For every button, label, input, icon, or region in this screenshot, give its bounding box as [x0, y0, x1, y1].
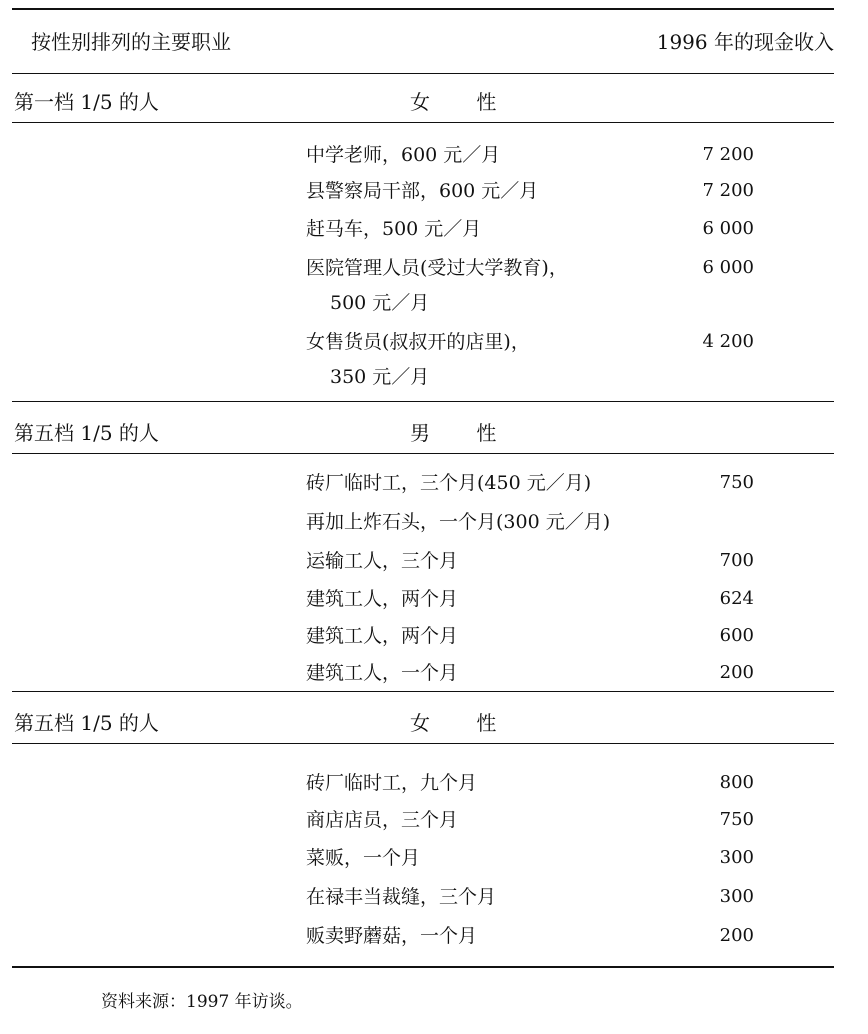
occupation-cell: 砖厂临时工，九个月	[306, 772, 478, 794]
bottom-rule	[12, 966, 834, 968]
occupation-continuation: 500 元／月	[330, 292, 430, 314]
occupation-cell: 菜贩，一个月	[306, 847, 421, 869]
income-cell: 200	[719, 925, 754, 946]
section-divider	[12, 122, 834, 123]
income-cell: 750	[719, 809, 754, 830]
section-divider	[12, 453, 834, 454]
income-cell: 200	[719, 662, 754, 683]
section-gender: 男 性	[410, 421, 517, 445]
occupation-cell: 建筑工人，两个月	[306, 625, 459, 647]
occupation-cell: 贩卖野蘑菇，一个月	[306, 925, 478, 947]
section-divider	[12, 743, 834, 744]
income-cell: 4 200	[702, 331, 754, 352]
income-cell: 700	[719, 550, 754, 571]
section-divider	[12, 691, 834, 692]
section-label: 第五档 1/5 的人	[14, 421, 159, 445]
occupation-continuation: 350 元／月	[330, 366, 430, 388]
income-cell: 7 200	[702, 180, 754, 201]
source-note: 资料来源：1997 年访谈。	[101, 992, 303, 1012]
occupation-cell: 医院管理人员(受过大学教育)，	[306, 257, 568, 279]
income-cell: 300	[719, 847, 754, 868]
income-cell: 6 000	[702, 218, 754, 239]
occupation-cell: 建筑工人，一个月	[306, 662, 459, 684]
header-divider	[12, 73, 834, 74]
occupation-cell: 运输工人，三个月	[306, 550, 459, 572]
income-cell: 7 200	[702, 144, 754, 165]
income-cell: 624	[719, 588, 754, 609]
occupation-cell: 赶马车，500 元／月	[306, 218, 482, 240]
income-cell: 750	[719, 472, 754, 493]
income-cell: 600	[719, 625, 754, 646]
occupation-cell: 商店店员，三个月	[306, 809, 459, 831]
occupation-cell: 建筑工人，两个月	[306, 588, 459, 610]
occupation-cell: 中学老师，600 元／月	[306, 144, 501, 166]
occupation-cell: 县警察局干部，600 元／月	[306, 180, 539, 202]
occupation-cell: 女售货员(叔叔开的店里)，	[306, 331, 530, 353]
occupation-cell: 在禄丰当裁缝，三个月	[306, 886, 497, 908]
section-label: 第一档 1/5 的人	[14, 90, 159, 114]
section-label: 第五档 1/5 的人	[14, 711, 159, 735]
header-income-label: 1996 年的现金收入	[656, 30, 834, 54]
section-divider	[12, 401, 834, 402]
occupation-cell: 砖厂临时工，三个月(450 元／月)	[306, 472, 592, 494]
occupation-cell: 再加上炸石头，一个月(300 元／月)	[306, 511, 611, 533]
section-gender: 女 性	[410, 90, 517, 114]
top-rule	[12, 8, 834, 10]
income-cell: 800	[719, 772, 754, 793]
section-gender: 女 性	[410, 711, 517, 735]
header-occupation-label: 按性别排列的主要职业	[31, 30, 231, 54]
income-cell: 6 000	[702, 257, 754, 278]
income-cell: 300	[719, 886, 754, 907]
